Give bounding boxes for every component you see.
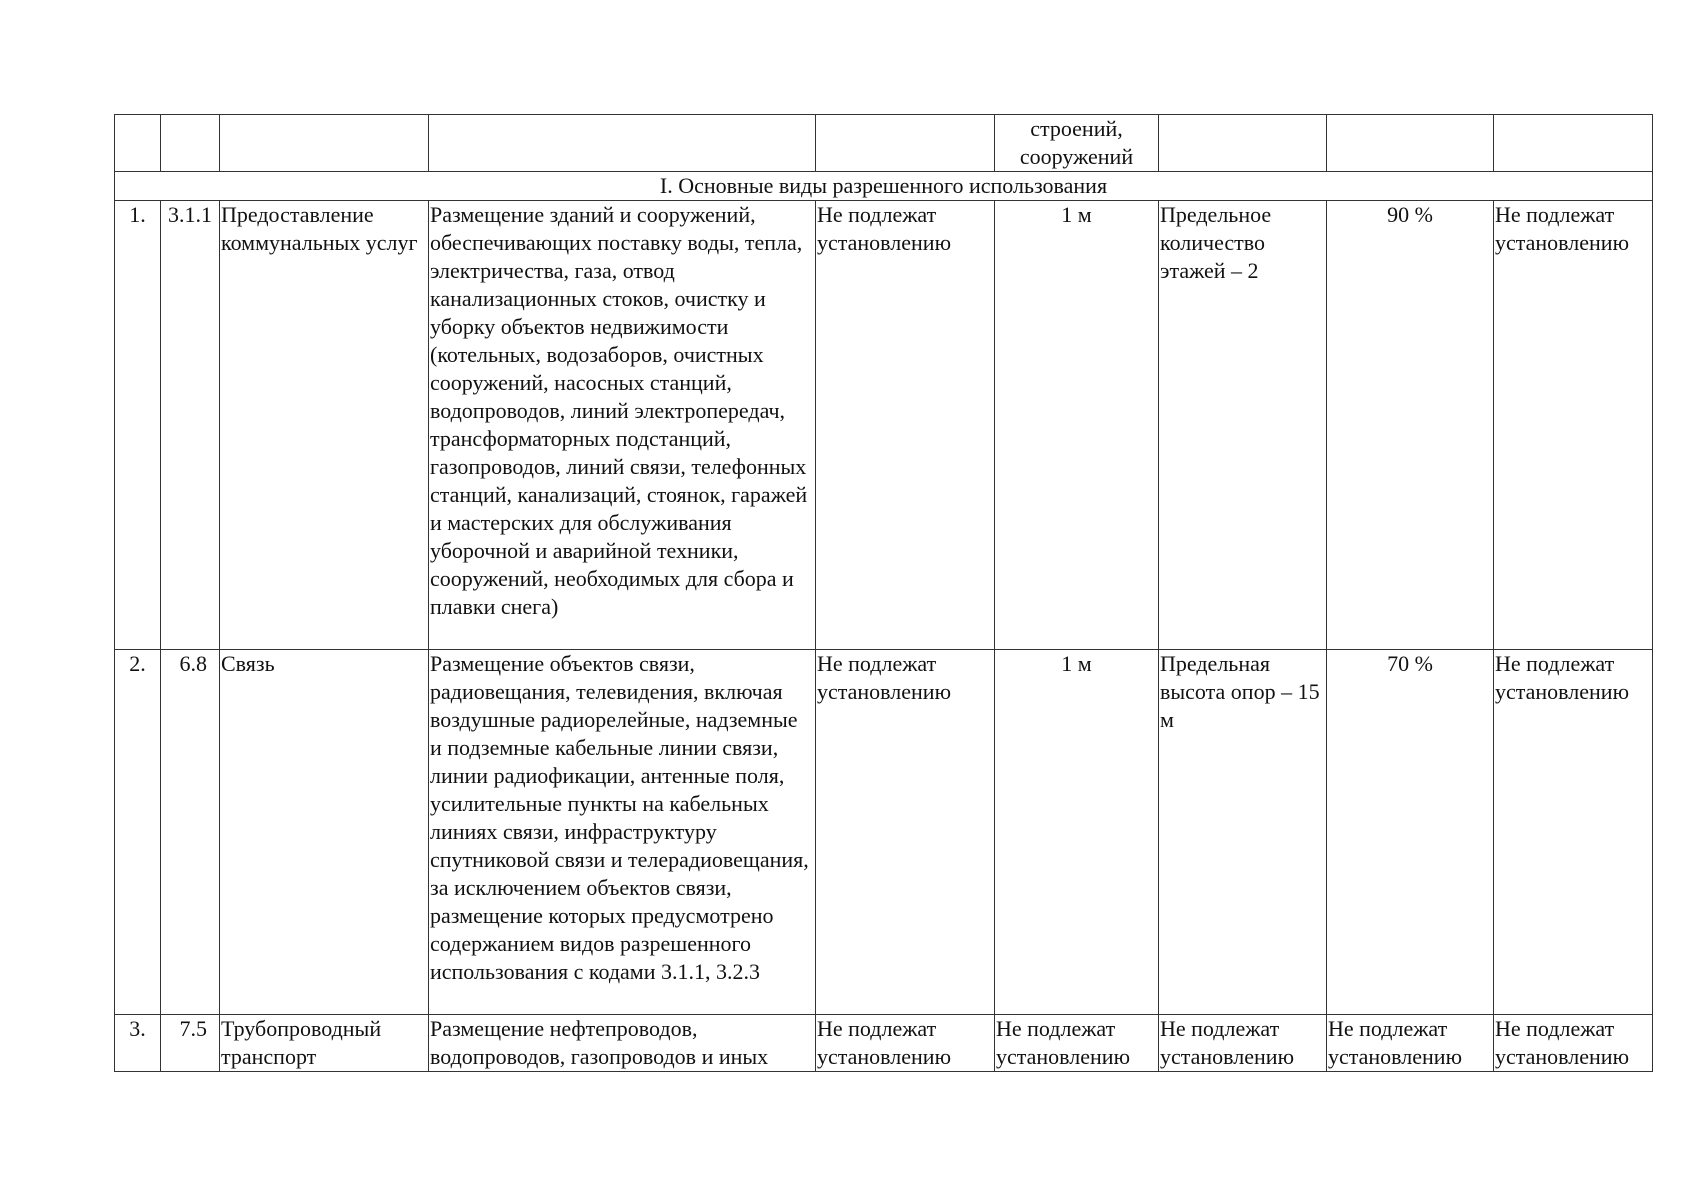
row-code: 7.5	[161, 1015, 220, 1072]
header-row-continued	[115, 115, 1653, 172]
row-col8: Не подлежат установлению	[1327, 1015, 1494, 1072]
row-col9: Не подлежат установлению	[1494, 650, 1653, 1015]
zoning-table	[114, 114, 1653, 1072]
row-col5: Не подлежат установлению	[816, 201, 995, 650]
row-description: Размещение зданий и сооружений, обеспечивающих поставку воды, тепла, электричества, газа, отвод канализационных стоков, очистку и уборку объектов недвижимости (котельных, водозаборов, очистных сооружений, насосных станций, водопроводов, линий электропередач, трансформаторных подстанций, газопроводов, линий связи, телефонных станций, канализаций, стоянок, гаражей и мастерских для обслуживания уборочной и аварийной техники, сооружений, необходимых для сбора и плавки снега)	[429, 201, 816, 650]
table-row	[115, 650, 1653, 1015]
row-code: 3.1.1	[161, 201, 220, 650]
row-number: 3.	[115, 1015, 161, 1072]
section-row	[115, 172, 1653, 201]
row-number: 2.	[115, 650, 161, 1015]
row-description: Размещение нефтепроводов, водопроводов, газопроводов и иных	[429, 1015, 816, 1072]
row-col6: 1 м	[995, 201, 1159, 650]
row-col6: 1 м	[995, 650, 1159, 1015]
row-col5: Не подлежат установлению	[816, 650, 995, 1015]
row-col8: 70 %	[1327, 650, 1494, 1015]
row-col7: Предельная высота опор – 15 м	[1159, 650, 1327, 1015]
document-page	[114, 114, 1653, 1072]
row-col5: Не подлежат установлению	[816, 1015, 995, 1072]
row-name: Связь	[220, 650, 429, 1015]
row-description: Размещение объектов связи, радиовещания, телевидения, включая воздушные радиорелейные, надземные и подземные кабельные линии связи, линии радиофикации, антенные поля, усилительные пункты на кабельных линиях связи, инфраструктуру спутниковой связи и телерадиовещания, за исключением объектов связи, размещение которых предусмотрено содержанием видов разрешенного использования с кодами 3.1.1, 3.2.3	[429, 650, 816, 1015]
table-row	[115, 201, 1653, 650]
row-col9: Не подлежат установлению	[1494, 201, 1653, 650]
row-col7: Предельное количество этажей – 2	[1159, 201, 1327, 650]
table-row	[115, 1015, 1653, 1072]
row-name: Трубопроводный транспорт	[220, 1015, 429, 1072]
row-col8: 90 %	[1327, 201, 1494, 650]
row-name: Предоставление коммунальных услуг	[220, 201, 429, 650]
row-code: 6.8	[161, 650, 220, 1015]
row-col6: Не подлежат установлению	[995, 1015, 1159, 1072]
row-col9: Не подлежат установлению	[1494, 1015, 1653, 1072]
row-col7: Не подлежат установлению	[1159, 1015, 1327, 1072]
section-title: I. Основные виды разрешенного использования	[115, 172, 1653, 201]
header-cell-structures: строений, сооружений	[995, 115, 1159, 172]
row-number: 1.	[115, 201, 161, 650]
